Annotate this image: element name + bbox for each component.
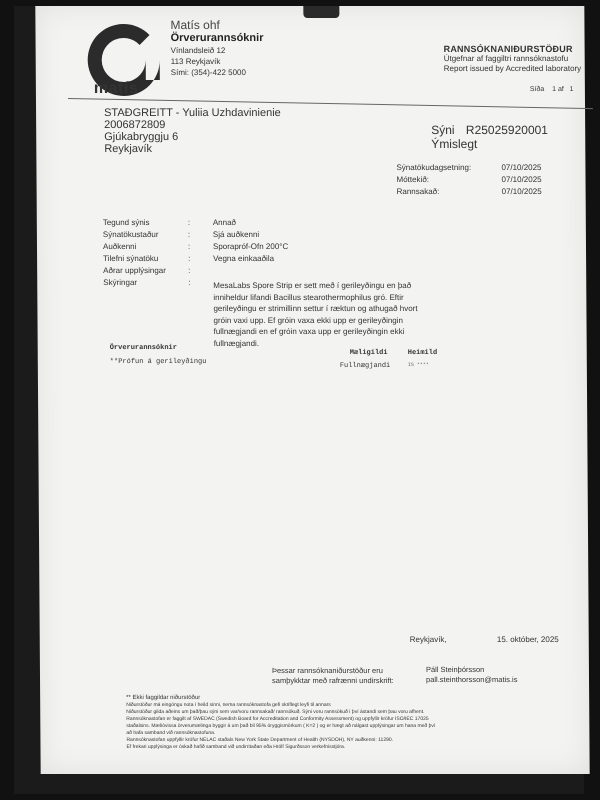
sample-type: Ýmislegt <box>431 137 478 151</box>
date-row <box>397 187 547 199</box>
field-value: Vegna einkaaðila <box>213 254 275 263</box>
approval-line2: samþykktar með rafrænni undirskrift: <box>271 676 394 685</box>
dates-block <box>396 163 546 199</box>
field-row <box>103 254 363 266</box>
field-label: Aðrar upplýsingar <box>103 266 166 275</box>
page-of: af <box>557 86 564 93</box>
page-total: 1 <box>569 86 574 93</box>
org-department: Örverurannsóknir <box>170 32 264 44</box>
org-phone: Sími: (354)-422 5000 <box>170 68 246 77</box>
footer-line: Niðurstöður gilda aðeins um það/þau sýni sem var/voru rannsakað/ rannsökuð. Sýni voru rannsökuð í því ástandi sem þau voru afhent. <box>126 709 425 715</box>
signing-place-date <box>410 635 559 644</box>
signer-email: pall.steinthorsson@matis.is <box>425 675 518 684</box>
explanation-line: MesaLabs Spore Strip er sett með í gerileyðingu en það <box>213 281 412 290</box>
page-label: Síða <box>529 86 545 93</box>
date-row <box>396 175 546 187</box>
customer-street: Gjúkabryggju 6 <box>104 131 179 143</box>
field-label: Tegund sýnis <box>102 218 150 227</box>
customer-block <box>104 107 281 155</box>
result-reference: IS **** <box>407 362 429 368</box>
report-title-block <box>444 44 582 74</box>
signer-block <box>426 665 518 685</box>
explanation-line: gróin vaxi upp. Ef gróin vaxa ekki upp er gerileyðingin <box>213 315 403 325</box>
page-indicator <box>530 86 574 93</box>
field-row <box>103 266 363 278</box>
approval-line1: Þessar rannsóknaniðurstöður eru <box>271 666 383 675</box>
customer-city: Reykjavík <box>104 143 153 155</box>
field-row <box>103 218 363 230</box>
frame-clip <box>303 6 339 18</box>
report-subtitle-en: Report issued by Accredited laboratory <box>443 64 582 73</box>
org-name: Matís ohf <box>170 18 220 32</box>
field-label: Sýnatökustaður <box>102 230 159 239</box>
customer-id: 2006872809 <box>104 119 166 131</box>
organization-block <box>170 20 263 78</box>
date-value: 07/10/2025 <box>501 175 542 184</box>
field-value: Sjá auðkenni <box>212 230 260 239</box>
date-row <box>396 163 546 175</box>
org-address-line1: Vínlandsleið 12 <box>170 46 226 55</box>
results-value-heading: Mæligildi <box>349 349 388 357</box>
report-title: RANNSÓKNANIÐURSTÖÐUR <box>443 44 573 54</box>
field-colon: : <box>188 278 191 287</box>
result-value: Fullnægjandi <box>339 362 391 370</box>
field-row <box>103 230 363 242</box>
footer-line: Niðurstöður má eingöngu nota í heild sinni, nema rannsóknastofa gefi skriflegt leyfi til annars <box>126 702 331 708</box>
footer-notes <box>126 695 526 751</box>
field-label: Tilefni sýnatöku <box>103 254 159 263</box>
report-subtitle-is: Útgefnar af faggiltri rannsóknastofu <box>443 54 569 63</box>
field-colon: : <box>188 254 191 263</box>
footer-line: að hafa samband við rannsóknastofuna. <box>126 730 216 736</box>
field-colon: : <box>188 266 191 275</box>
customer-name: STAÐGREITT - Yuliia Uzhdavinienie <box>104 107 281 119</box>
footer-line: staðalsins. Mælióvissa örverumælinga byggir á um það bil 95% öryggismörkum ( K=2 ) og er hægt að nálgast upplýsingar um hana með því <box>126 723 436 729</box>
date-value: 07/10/2025 <box>501 187 542 196</box>
field-colon: : <box>187 242 191 251</box>
date-label: Rannsakað: <box>396 187 440 196</box>
signer-name: Páll Steinþórsson <box>425 665 485 674</box>
footer-line: Rannsóknastofan er faggilt af SWEDAC (Swedish Board for Accreditation and Conformity Assessment) og uppfyllir kröfur ISO/IEC 17025 <box>126 716 429 722</box>
approval-statement <box>272 666 394 686</box>
org-address-line2: 113 Reykjavík <box>170 57 221 66</box>
field-label: Skýringar <box>103 278 138 287</box>
results-section-heading: Örverurannsóknir <box>109 344 177 352</box>
page-number: 1 <box>552 86 557 93</box>
explanation-line: gerileyðingu er strimillinn settur í ræktun og athugað hvort <box>213 304 418 313</box>
results-ref-heading: Heimild <box>407 349 438 357</box>
sample-label: Sýni <box>431 123 455 137</box>
footer-line: Ef frekari upplýsinga er óskað hafið samband við undirritaðan eða Hrólf Sigurðsson verkefnisstjóra. <box>126 744 346 750</box>
date-value: 07/10/2025 <box>501 163 542 172</box>
explanation-line: inniheldur lifandi Bacillus stearothermophilus gró. Eftir <box>213 292 404 302</box>
explanation-text <box>213 280 463 349</box>
field-value: Annað <box>212 218 237 227</box>
field-colon: : <box>187 230 191 239</box>
report-paper <box>35 6 589 774</box>
signing-date: 15. október, 2025 <box>496 635 559 644</box>
footer-lead: ** Ekki faggildar niðurstöður <box>126 695 201 701</box>
field-colon: : <box>187 218 191 227</box>
signing-place: Reykjavík, <box>409 635 447 644</box>
field-value: Sporapróf-Ofn 200°C <box>212 242 289 251</box>
frame-backing <box>14 6 584 794</box>
sample-id: R25025920001 <box>465 123 548 137</box>
footer-line: Rannsóknastofan uppfyllir kröfur NELAC staðals New York State Department of Health (NYSDOH), NY auðkenni: 11290. <box>126 737 394 743</box>
sample-block <box>431 123 548 151</box>
explanation-line: fullnægjandi. <box>213 338 260 348</box>
field-label: Auðkenni <box>102 242 137 251</box>
result-test-name: **Prófun á gerileyðingu <box>109 358 207 366</box>
date-label: Móttekið: <box>396 175 430 184</box>
explanation-line: fullnægjandi en ef gróin vaxa upp er gerileyðingin ekki <box>213 327 405 336</box>
date-label: Sýnatökudagsetning: <box>396 163 472 172</box>
field-row <box>103 242 363 254</box>
logo-wordmark: matís <box>93 80 139 97</box>
